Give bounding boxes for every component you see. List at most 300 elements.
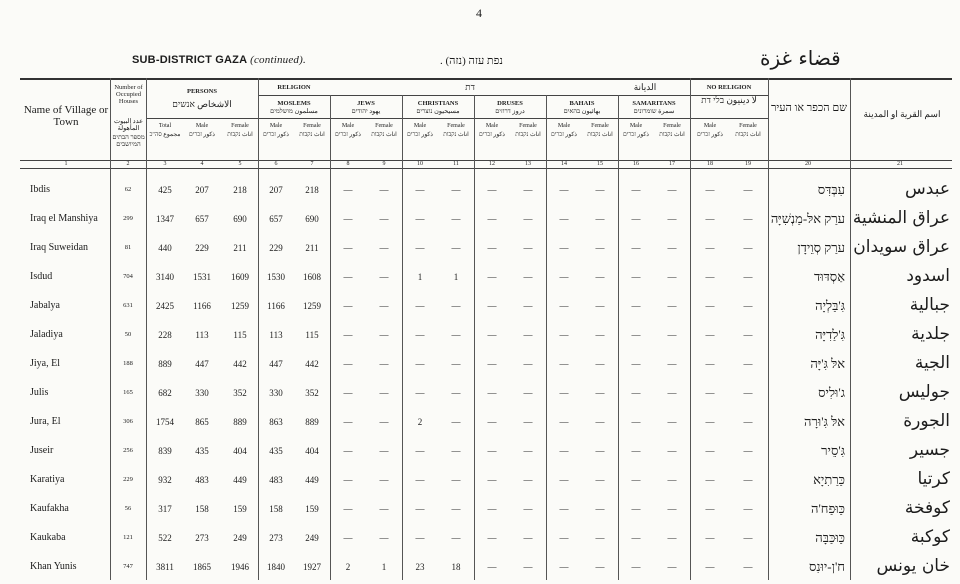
village-name: Jiya, El (30, 358, 60, 369)
cell-j_m: — (343, 446, 353, 456)
cell-female: 352 (233, 388, 247, 398)
cell-b_m: — (559, 533, 569, 543)
subheader-male: Male (485, 123, 499, 129)
cell-m_m: 1530 (267, 272, 285, 282)
cell-male: 1531 (193, 272, 211, 282)
header-jews-vern: يهود יהודים (351, 108, 381, 115)
header-moslems-vern: مسلمون מושלמים (270, 108, 318, 115)
cell-d_m: — (487, 533, 497, 543)
subheader-female-vern: اناث נקבות (299, 132, 325, 138)
cell-total: 425 (158, 185, 172, 195)
header-bahais-vern: بهائيون בהאים (563, 108, 601, 115)
cell-m_m: 113 (269, 330, 283, 340)
village-name: Kaukaba (30, 532, 66, 543)
cell-s_m: — (631, 417, 641, 427)
cell-b_f: — (595, 533, 605, 543)
cell-s_f: — (667, 330, 677, 340)
header-religion-ar: الديانة (633, 82, 657, 92)
header-persons-vern: الاشخاص אנשים (172, 99, 232, 109)
header-jews: JEWS (357, 100, 375, 107)
cell-d_m: — (487, 388, 497, 398)
cell-male: 273 (195, 533, 209, 543)
cell-m_m: 229 (269, 243, 283, 253)
cell-j_f: — (379, 359, 389, 369)
cell-c_f: — (451, 417, 461, 427)
cell-j_f: — (379, 243, 389, 253)
village-name-arabic: كرتيا (917, 469, 950, 489)
cell-n_m: — (705, 214, 715, 224)
cell-j_m: — (343, 243, 353, 253)
cell-j_f: — (379, 446, 389, 456)
cell-male: 435 (195, 446, 209, 456)
cell-m_m: 1166 (267, 301, 285, 311)
cell-b_f: — (595, 359, 605, 369)
cell-male: 1865 (193, 562, 211, 572)
header-persons: PERSONS (187, 88, 217, 95)
cell-c_m: — (415, 185, 425, 195)
cell-m_m: 207 (269, 185, 283, 195)
cell-c_f: 18 (451, 562, 461, 572)
cell-s_f: — (667, 446, 677, 456)
occupied-houses: 299 (123, 215, 133, 222)
cell-n_f: — (743, 475, 753, 485)
cell-male: 657 (195, 214, 209, 224)
cell-j_m: — (343, 330, 353, 340)
cell-d_f: — (523, 359, 533, 369)
cell-b_f: — (595, 214, 605, 224)
header-druses-vern: دروز דרוזים (495, 108, 525, 115)
cell-j_f: — (379, 533, 389, 543)
cell-c_f: — (451, 533, 461, 543)
cell-d_m: — (487, 446, 497, 456)
cell-d_f: — (523, 562, 533, 572)
cell-b_m: — (559, 214, 569, 224)
cell-female: 211 (233, 243, 247, 253)
cell-female: 1946 (231, 562, 249, 572)
column-number: 18 (707, 161, 713, 167)
cell-d_m: — (487, 243, 497, 253)
village-name: Juseir (30, 445, 54, 456)
village-name-arabic: كوفخة (904, 498, 950, 518)
cell-n_f: — (743, 417, 753, 427)
village-name-arabic: كوكبة (910, 527, 950, 547)
table-row (0, 381, 960, 410)
cell-j_f: — (379, 272, 389, 282)
column-number: 11 (453, 161, 459, 167)
subheader-total-vern: مجموع סה"כ (149, 132, 181, 138)
subheader-male: Male (703, 123, 717, 129)
subheader-male-vern: ذكور זכרים (263, 132, 289, 138)
cell-n_m: — (705, 388, 715, 398)
cell-m_m: 435 (269, 446, 283, 456)
cell-j_m: — (343, 504, 353, 514)
subheader-female: Female (591, 123, 609, 129)
cell-d_f: — (523, 446, 533, 456)
cell-d_f: — (523, 272, 533, 282)
cell-n_m: — (705, 330, 715, 340)
subheader-female-vern: اناث נקבות (227, 132, 253, 138)
cell-total: 3811 (156, 562, 174, 572)
subheader-male-vern: ذكور זכרים (479, 132, 505, 138)
cell-s_f: — (667, 272, 677, 282)
column-number: 1 (64, 161, 68, 167)
cell-m_m: 158 (269, 504, 283, 514)
cell-female: 889 (233, 417, 247, 427)
table-row (0, 352, 960, 381)
cell-c_f: — (451, 301, 461, 311)
cell-b_m: — (559, 272, 569, 282)
cell-m_f: 889 (305, 417, 319, 427)
column-number: 3 (163, 161, 167, 167)
cell-b_m: — (559, 562, 569, 572)
cell-n_m: — (705, 185, 715, 195)
cell-b_m: — (559, 504, 569, 514)
cell-n_f: — (743, 330, 753, 340)
table-row (0, 526, 960, 555)
cell-j_m: — (343, 359, 353, 369)
cell-male: 158 (195, 504, 209, 514)
cell-b_m: — (559, 417, 569, 427)
cell-j_f: — (379, 330, 389, 340)
cell-m_f: 115 (305, 330, 319, 340)
cell-j_m: — (343, 475, 353, 485)
occupied-houses: 229 (123, 476, 133, 483)
column-number: 13 (525, 161, 531, 167)
cell-female: 115 (233, 330, 247, 340)
header-moslems: MOSLEMS (277, 100, 311, 107)
cell-d_m: — (487, 359, 497, 369)
village-name-hebrew: ערַק סְוֵידָן (797, 240, 845, 255)
cell-d_f: — (523, 330, 533, 340)
occupied-houses: 81 (124, 244, 132, 251)
header-occupied-he: מספר הבתים המיושבים (112, 134, 145, 149)
occupied-houses: 704 (123, 273, 133, 280)
cell-j_f: — (379, 504, 389, 514)
cell-n_m: — (705, 359, 715, 369)
cell-female: 690 (233, 214, 247, 224)
cell-male: 483 (195, 475, 209, 485)
cell-female: 159 (233, 504, 247, 514)
cell-female: 1259 (231, 301, 249, 311)
cell-d_f: — (523, 533, 533, 543)
column-number: 12 (489, 161, 495, 167)
occupied-houses: 306 (123, 418, 133, 425)
occupied-houses: 50 (124, 331, 132, 338)
cell-s_f: — (667, 562, 677, 572)
village-name: Iraq Suweidan (30, 242, 89, 253)
cell-m_f: 211 (305, 243, 319, 253)
header-name-col: Name of Village or Town (23, 104, 109, 129)
cell-b_m: — (559, 185, 569, 195)
header-religion: RELIGION (277, 84, 311, 91)
cell-s_f: — (667, 533, 677, 543)
cell-d_f: — (523, 475, 533, 485)
cell-n_f: — (743, 533, 753, 543)
subheader-female: Female (303, 123, 321, 129)
cell-n_m: — (705, 301, 715, 311)
subheader-female: Female (519, 123, 537, 129)
cell-m_m: 447 (269, 359, 283, 369)
village-name-hebrew: אלּ גִּ'וּרָה (804, 414, 845, 429)
cell-c_f: 1 (453, 272, 459, 282)
cell-s_f: — (667, 504, 677, 514)
column-number: 16 (633, 161, 639, 167)
cell-d_m: — (487, 301, 497, 311)
cell-d_m: — (487, 504, 497, 514)
header-name-ar: اسم القرية او المدينة (863, 109, 941, 119)
header-samaritans-vern: سمرة שומרונים (633, 108, 675, 115)
cell-total: 682 (158, 388, 172, 398)
cell-s_f: — (667, 301, 677, 311)
cell-c_m: — (415, 504, 425, 514)
cell-s_m: — (631, 446, 641, 456)
column-number: 4 (200, 161, 204, 167)
subheader-female: Female (663, 123, 681, 129)
cell-c_m: — (415, 243, 425, 253)
cell-b_f: — (595, 417, 605, 427)
village-name-arabic: جوليس (898, 382, 950, 402)
cell-s_m: — (631, 359, 641, 369)
occupied-houses: 631 (123, 302, 133, 309)
cell-n_m: — (705, 533, 715, 543)
header-no-religion: NO RELIGION (706, 84, 752, 91)
cell-s_f: — (667, 359, 677, 369)
subheader-male-vern: ذكور זכרים (407, 132, 433, 138)
village-name-arabic: جسير (909, 440, 950, 460)
cell-c_f: — (451, 446, 461, 456)
table-row (0, 265, 960, 294)
village-name-arabic: عراق المنشية (852, 208, 950, 228)
header-samaritans: SAMARITANS (632, 100, 676, 107)
cell-c_m: 1 (417, 272, 423, 282)
cell-m_m: 1840 (267, 562, 285, 572)
cell-total: 440 (158, 243, 172, 253)
cell-b_f: — (595, 475, 605, 485)
cell-b_f: — (595, 388, 605, 398)
subheader-male: Male (341, 123, 355, 129)
table-row (0, 294, 960, 323)
cell-d_f: — (523, 504, 533, 514)
cell-female: 218 (233, 185, 247, 195)
cell-total: 839 (158, 446, 172, 456)
cell-total: 1347 (156, 214, 174, 224)
cell-d_m: — (487, 330, 497, 340)
subheader-male-vern: ذكور זכרים (623, 132, 649, 138)
cell-c_f: — (451, 388, 461, 398)
cell-n_m: — (705, 272, 715, 282)
column-number: 21 (897, 161, 903, 167)
village-name-arabic: خان يونس (876, 556, 950, 576)
column-number: 8 (346, 161, 350, 167)
cell-n_f: — (743, 504, 753, 514)
cell-c_f: — (451, 359, 461, 369)
table-row (0, 468, 960, 497)
cell-j_f: — (379, 417, 389, 427)
cell-total: 2425 (156, 301, 174, 311)
cell-s_m: — (631, 533, 641, 543)
cell-female: 249 (233, 533, 247, 543)
cell-s_f: — (667, 243, 677, 253)
subheader-male-vern: ذكور זכרים (189, 132, 215, 138)
cell-j_m: — (343, 214, 353, 224)
table-row (0, 323, 960, 352)
page-title-hebrew: נפת עזה (נזה) . (440, 55, 503, 67)
cell-s_f: — (667, 475, 677, 485)
header-name-he: שם הכפר או העיר (770, 102, 848, 114)
subheader-female: Female (447, 123, 465, 129)
cell-total: 932 (158, 475, 172, 485)
subheader-male-vern: ذكور זכרים (335, 132, 361, 138)
cell-j_m: — (343, 272, 353, 282)
table-top-rule (20, 78, 952, 80)
cell-m_m: 330 (269, 388, 283, 398)
cell-j_f: — (379, 301, 389, 311)
cell-b_m: — (559, 359, 569, 369)
subheader-female-vern: اناث נקבות (659, 132, 685, 138)
cell-c_m: — (415, 446, 425, 456)
subheader-female-vern: اناث נקבות (443, 132, 469, 138)
cell-n_f: — (743, 562, 753, 572)
column-number: 6 (274, 161, 278, 167)
cell-c_f: — (451, 475, 461, 485)
cell-s_m: — (631, 504, 641, 514)
village-name: Isdud (30, 271, 53, 282)
village-name-hebrew: אלּ גִּ'יָּה (810, 356, 845, 371)
cell-b_f: — (595, 301, 605, 311)
cell-n_m: — (705, 562, 715, 572)
cell-total: 522 (158, 533, 172, 543)
subheader-total: Total (158, 123, 172, 129)
page-title-arabic: قضاء غزة (760, 46, 841, 70)
subheader-male: Male (195, 123, 209, 129)
cell-d_m: — (487, 272, 497, 282)
rule-persons (146, 118, 258, 119)
cell-d_f: — (523, 214, 533, 224)
cell-d_f: — (523, 243, 533, 253)
cell-c_m: — (415, 388, 425, 398)
cell-b_f: — (595, 272, 605, 282)
village-name-arabic: اسدود (906, 266, 950, 286)
header-no-religion-vern: لا دينيون בלי דת (701, 95, 757, 105)
subheader-female-vern: اناث נקבות (735, 132, 761, 138)
cell-n_f: — (743, 214, 753, 224)
cell-n_f: — (743, 301, 753, 311)
header-bahais: BAHAIS (569, 100, 595, 107)
cell-s_m: — (631, 214, 641, 224)
subheader-female: Female (375, 123, 393, 129)
village-name: Kaufakha (30, 503, 69, 514)
village-name-hebrew: גִּ'סֵיר (821, 443, 845, 458)
cell-n_m: — (705, 475, 715, 485)
cell-female: 404 (233, 446, 247, 456)
cell-d_m: — (487, 214, 497, 224)
cell-b_m: — (559, 388, 569, 398)
cell-j_f: — (379, 185, 389, 195)
cell-d_f: — (523, 185, 533, 195)
occupied-houses: 62 (124, 186, 132, 193)
header-druses: DRUSES (497, 100, 523, 107)
village-name: Julis (30, 387, 49, 398)
cell-n_m: — (705, 446, 715, 456)
village-name: Ibdis (30, 184, 50, 195)
cell-m_f: 1927 (303, 562, 321, 572)
cell-total: 228 (158, 330, 172, 340)
column-number: 5 (238, 161, 242, 167)
cell-m_f: 442 (305, 359, 319, 369)
cell-m_f: 218 (305, 185, 319, 195)
cell-n_f: — (743, 243, 753, 253)
cell-c_m: — (415, 330, 425, 340)
village-name-arabic: الجورة (903, 411, 950, 431)
village-name-arabic: الجية (914, 353, 950, 373)
column-number: 19 (745, 161, 751, 167)
subheader-female: Female (231, 123, 249, 129)
cell-m_f: 449 (305, 475, 319, 485)
page-number: 4 (476, 6, 482, 20)
village-name-hebrew: גִּ'בַּלְיָה (815, 298, 845, 313)
occupied-houses: 121 (123, 534, 133, 541)
cell-b_f: — (595, 562, 605, 572)
cell-s_m: — (631, 185, 641, 195)
village-name: Jaladiya (30, 329, 63, 340)
cell-female: 442 (233, 359, 247, 369)
cell-c_m: 23 (415, 562, 425, 572)
cell-d_f: — (523, 388, 533, 398)
village-name: Khan Yunis (30, 561, 77, 572)
occupied-houses: 747 (123, 563, 133, 570)
village-name-arabic: عراق سويدان (853, 237, 950, 257)
occupied-houses: 56 (124, 505, 132, 512)
header-religion-he: דת (465, 82, 475, 92)
subheader-male: Male (269, 123, 283, 129)
cell-male: 207 (195, 185, 209, 195)
village-name-hebrew: ג'וּלִיס (818, 385, 845, 400)
cell-m_f: 352 (305, 388, 319, 398)
cell-female: 1609 (231, 272, 249, 282)
cell-c_m: — (415, 214, 425, 224)
subheader-female-vern: اناث נקבות (515, 132, 541, 138)
cell-m_f: 1608 (303, 272, 321, 282)
village-name-hebrew: ח'ן-יוּנִס (808, 559, 845, 574)
subheader-male: Male (629, 123, 643, 129)
cell-b_f: — (595, 185, 605, 195)
cell-s_f: — (667, 417, 677, 427)
cell-male: 113 (195, 330, 209, 340)
cell-j_m: — (343, 533, 353, 543)
rule-groups (258, 118, 768, 119)
cell-m_m: 273 (269, 533, 283, 543)
cell-female: 449 (233, 475, 247, 485)
subheader-female: Female (739, 123, 757, 129)
cell-m_f: 249 (305, 533, 319, 543)
village-name-arabic: جلدية (911, 324, 950, 344)
cell-c_f: — (451, 504, 461, 514)
village-name-hebrew: עִבְּדִּס (817, 182, 845, 197)
cell-c_f: — (451, 214, 461, 224)
cell-b_m: — (559, 301, 569, 311)
header-occupied-ar: عدد البيوت المأهولة (114, 118, 143, 133)
occupied-houses: 188 (123, 360, 133, 367)
cell-s_m: — (631, 272, 641, 282)
cell-s_m: — (631, 243, 641, 253)
village-name-hebrew: כַּוּכַּבָּה (815, 530, 845, 545)
cell-n_f: — (743, 359, 753, 369)
cell-n_f: — (743, 388, 753, 398)
table-row (0, 178, 960, 207)
cell-b_f: — (595, 446, 605, 456)
cell-s_f: — (667, 185, 677, 195)
cell-c_m: — (415, 533, 425, 543)
